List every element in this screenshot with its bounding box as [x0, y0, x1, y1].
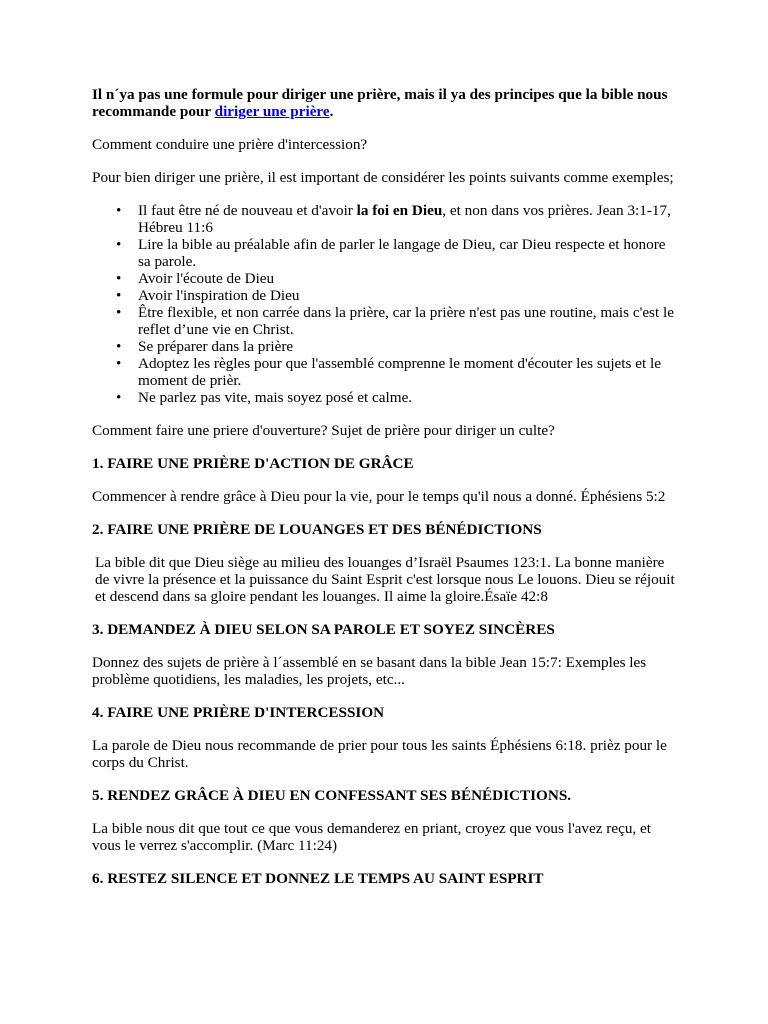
principles-list	[92, 202, 680, 406]
section-body-5: La bible nous dit que tout ce que vous demanderez en priant, croyez que vous l'avez reçu, et vous le verrez s'accomplir. (Marc 11:24)	[92, 820, 651, 854]
intro-paragraph	[92, 86, 680, 120]
list-item: • Être flexible, et non carrée dans la prière, car la prière n'est pas une routine, mais c'est le reflet d’une vie en Christ.	[138, 304, 680, 338]
section-heading-1: 1. FAIRE UNE PRIÈRE D'ACTION DE GRÂCE	[92, 455, 414, 472]
list-item: • Se préparer dans la prière	[138, 338, 680, 355]
list-item: • Adoptez les règles pour que l'assemblé comprenne le moment d'écouter les sujets et le moment de prièr.	[138, 355, 680, 389]
bullet-1-bold: la foi en Dieu	[356, 202, 443, 219]
question-ouverture: Comment faire une priere d'ouverture? Sujet de prière pour diriger un culte?	[92, 422, 555, 439]
section-heading-6: 6. RESTEZ SILENCE ET DONNEZ LE TEMPS AU SAINT ESPRIT	[92, 870, 544, 887]
section-heading-3: 3. DEMANDEZ À DIEU SELON SA PAROLE ET SOYEZ SINCÈRES	[92, 621, 555, 638]
bullet-1-rest: , et non dans vos prières. Jean 3:1-17, Hébreu 11:6	[138, 202, 671, 236]
list-item: • Ne parlez pas vite, mais soyez posé et calme.	[138, 389, 680, 406]
intro-text: Il n´ya pas une formule pour diriger une prière, mais il ya des principes que la bible nous recommande pour	[92, 86, 668, 120]
section-heading-5: 5. RENDEZ GRÂCE À DIEU EN CONFESSANT SES BÉNÉDICTIONS.	[92, 787, 572, 804]
section-body-4: La parole de Dieu nous recommande de prier pour tous les saints Éphésiens 6:18. prièz pour le corps du Christ.	[92, 737, 667, 771]
question-intercession: Comment conduire une prière d'intercession?	[92, 136, 368, 153]
bullet-1-text: Il faut être né de nouveau et d'avoir	[138, 202, 357, 219]
section-heading-2: 2. FAIRE UNE PRIÈRE DE LOUANGES ET DES BÉNÉDICTIONS	[92, 521, 542, 538]
list-item: • Lire la bible au préalable afin de parler le langage de Dieu, car Dieu respecte et honore sa parole.	[138, 236, 680, 270]
list-item: • Avoir l'inspiration de Dieu	[138, 287, 680, 304]
section-heading-4: 4. FAIRE UNE PRIÈRE D'INTERCESSION	[92, 704, 385, 721]
list-item	[138, 202, 680, 236]
section-body-3: Donnez des sujets de prière à l´assemblé en se basant dans la bible Jean 15:7: Exemples les problème quotidiens, les maladies, les projets, etc...	[92, 654, 647, 688]
section-body-2: La bible dit que Dieu siège au milieu des louanges d’Israël Psaumes 123:1. La bonne manière de vivre la présence et la puissance du Saint Esprit c'est lorsque nous Le louons. Dieu se réjouit et descend dans sa gloire pendant les louanges. Il aime la gloire.Ésaïe 42:8	[95, 554, 675, 605]
list-item: • Avoir l'écoute de Dieu	[138, 270, 680, 287]
intro-period: .	[329, 103, 334, 120]
section-body-1: Commencer à rendre grâce à Dieu pour la vie, pour le temps qu'il nous a donné. Éphésiens 5:2	[92, 488, 666, 505]
diriger-priere-link[interactable]: diriger une prière	[214, 103, 330, 120]
lead-paragraph: Pour bien diriger une prière, il est important de considérer les points suivants comme exemples;	[92, 169, 674, 186]
